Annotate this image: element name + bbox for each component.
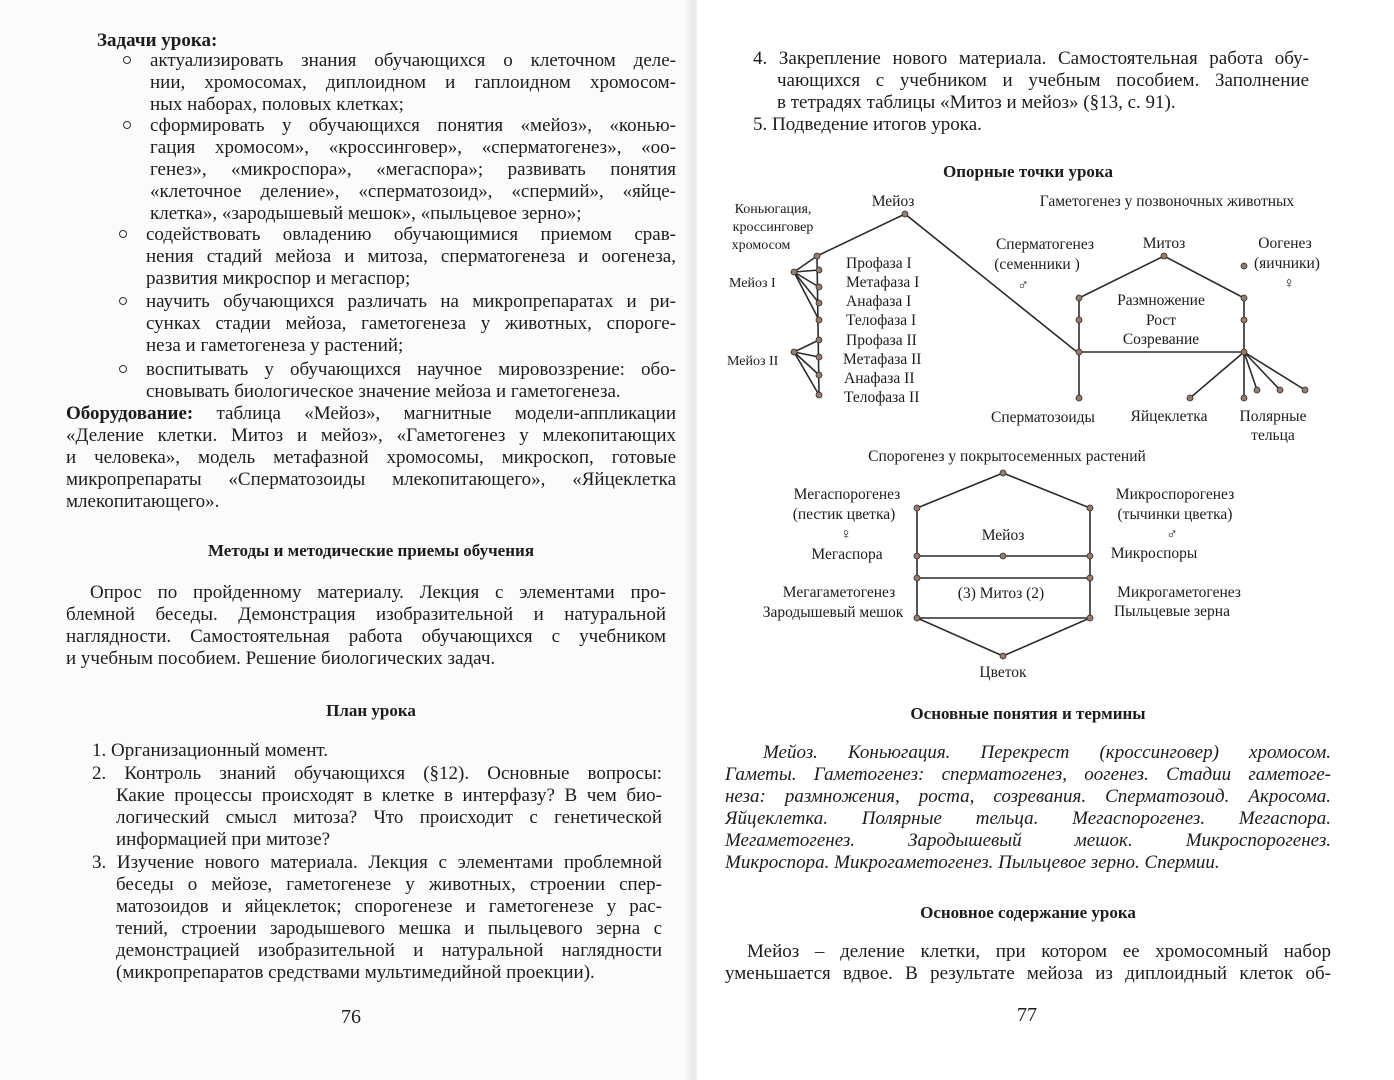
bullet-marker — [119, 365, 127, 373]
plan-item-1: 1. Организационный момент. — [92, 740, 328, 761]
meiosis-1-label: Мейоз I — [729, 276, 776, 291]
page-number: 76 — [341, 1006, 361, 1028]
female-symbol: ♀ — [1283, 275, 1295, 292]
oogenesis-label: Оогенез — [1258, 235, 1312, 252]
task-bullet-5: воспитывать у обучающихся научное мировоззрение: обо- сновывать биологическое значение мейоза и гаметогенеза. — [146, 359, 676, 402]
gametogenesis-title: Гаметогенез у позвоночных животных — [1039, 193, 1295, 210]
flower-label: Цветок — [979, 664, 1027, 681]
content-heading: Основное содержание урока — [920, 903, 1136, 922]
phase-label: Метафаза II — [843, 351, 922, 368]
page-number: 77 — [1017, 1004, 1037, 1026]
plan-heading: План урока — [326, 701, 416, 720]
plan-item-2: 2. Контроль знаний обучающихся (§12). Основные вопросы: Какие процессы происходят в клетке в интерфазу? В чем био- логический смысл митоза? Что происходит с генетической информацией при митозе? — [92, 763, 662, 850]
terms-paragraph: Мейоз. Коньюгация. Перекрест (кроссинговер) хромосом. Гаметы. Гаметогенез: сперматогенез, оогенез. Стадии гаметоге- неза: размножения, роста, созревания. Сперматозоид. Акросома. Яйцеклетка. Полярные тельца. Мегаспорогенез. Мегаспора. Мегаметогенез. Зародышевый мешок. Микроспорогенез. Микроспора. Микрогаметогенез. Пыльцевое зерно. Спермии. — [725, 742, 1331, 873]
plan-item-5: 5. Подведение итогов урока. — [753, 114, 982, 135]
phase-label: Метафаза I — [846, 274, 920, 291]
microgametogenesis-label: Микрогаметогенез — [1117, 584, 1241, 601]
task-bullet-3: содействовать овладению обучающимися приемом срав- нения стадий мейоза и митоза, сперматогенеза и оогенеза, развития микроспор и мегаспор; — [146, 224, 676, 289]
oogenesis-label: (яичники) — [1254, 255, 1320, 272]
male-symbol: ♂ — [1017, 277, 1029, 294]
content-paragraph: Мейоз – деление клетки, при котором ее хромосомный набор уменьшается вдвое. В результате мейоза из диплоидный клеток об- — [725, 941, 1331, 984]
conjugation-label: Коньюгация, — [734, 202, 812, 217]
bullet-marker — [123, 121, 131, 129]
phase-label: Телофаза II — [844, 389, 920, 406]
stage-label: Размножение — [1117, 292, 1205, 309]
task-bullet-4: научить обучающихся различать на микропрепаратах и ри- сунках стадии мейоза, гаметогенеза у животных, спороге- неза и гаметогенеза у растений; — [146, 291, 676, 356]
equipment-paragraph: Оборудование: таблица «Мейоз», магнитные модели-аппликации «Деление клетки. Митоз и мейоз», «Гаметогенез у млекопитающих и человека», модель метафазной хромосомы, микроскоп, готовые микропрепараты «Сперматозоиды млекопитающего», «Яйцеклетка млекопитающего». — [66, 403, 676, 512]
microspores-label: Микроспоры — [1110, 545, 1198, 562]
phase-label: Анафаза I — [846, 293, 912, 310]
plan-item-3: 3. Изучение нового материала. Лекция с элементами проблемной беседы о мейозе, гаметогенезе у животных, строении спер- матозоидов и яйцеклеток; спорогенезе и гаметогенезе у рас- тений, строении зародышевого мешка и пыльцевого зерна с демонстрацией изобразительной и натуральной наглядности (микропрепаратов средствами мультимедийной проекции). — [92, 852, 662, 983]
megasporogenesis-label: Мегаспорогенез — [793, 486, 901, 503]
meiosis-2-label: Мейоз II — [727, 354, 779, 369]
stage-label: Созревание — [1122, 331, 1200, 348]
microsporogenesis-label: Микроспорогенез — [1115, 486, 1235, 503]
meiosis-label: Мейоз — [981, 527, 1025, 544]
plan-item-4: 4. Закрепление нового материала. Самостоятельная работа обу- чающихся с учебником и учебным пособием. Заполнение в тетрадях таблицы «Митоз и мейоз» (§13, с. 91). — [753, 48, 1309, 113]
tasks-heading: Задачи урока: — [97, 30, 218, 51]
terms-heading: Основные понятия и термины — [910, 704, 1146, 723]
bullet-marker — [119, 230, 127, 238]
phase-label: Профаза I — [846, 255, 912, 272]
mitosis-label: Митоз — [1142, 235, 1186, 252]
methods-paragraph: Опрос по пройденному материалу. Лекция с элементами про- блемной беседы. Демонстрация изобразительной и натуральной наглядности. Самостоятельная работа обучающихся с учебником и учебным пособием. Решение биологических задач. — [66, 582, 666, 669]
male-symbol: ♂ — [1166, 526, 1178, 543]
right-page — [697, 0, 1394, 1080]
megaspore-label: Мегаспора — [811, 546, 883, 563]
sporogenesis-title: Спорогенез у покрытосеменных растений — [868, 448, 1146, 465]
phase-label: Профаза II — [846, 332, 917, 349]
phase-label: Анафаза II — [844, 370, 915, 387]
megasporogenesis-label: (пестик цветка) — [792, 506, 896, 523]
task-bullet-2: сформировать у обучающихся понятия «мейоз», «конью- гация хромосом», «кроссинговер», «сперматогенез», «оо- генез», «микроспора», «мегаспора»; развивать понятия «клеточное деление», «сперматозоид», «спермий», «яйце- клетка», «зародышевый мешок», «пыльцевое зерно»; — [150, 115, 676, 224]
phase-label: Телофаза I — [846, 312, 917, 329]
bullet-marker — [119, 297, 127, 305]
equipment-label: Оборудование: — [66, 403, 194, 424]
spermatogenesis-label: Сперматогенез — [995, 236, 1095, 253]
methods-heading: Методы и методические приемы обучения — [207, 541, 535, 560]
polar-bodies-label: Полярные — [1239, 408, 1307, 425]
pollen-label: Пыльцевые зерна — [1113, 603, 1231, 620]
sperm-label: Сперматозоиды — [991, 409, 1095, 426]
female-symbol: ♀ — [840, 526, 852, 543]
stage-label: Рост — [1145, 312, 1177, 329]
microsporogenesis-label: (тычинки цветка) — [1117, 506, 1233, 523]
megagametogenesis-label: Мегагаметогенез — [782, 584, 896, 601]
support-points-heading: Опорные точки урока — [943, 162, 1113, 181]
spermatogenesis-label: (семенники ) — [994, 256, 1080, 273]
mitosis-label: (3) Митоз (2) — [957, 585, 1045, 602]
task-bullet-1: актуализировать знания обучающихся о клеточном деле- нии, хромосомах, диплоидном и гаплоидном хромосом- ных наборах, половых клетках; — [150, 50, 676, 115]
polar-bodies-label: тельца — [1251, 427, 1295, 444]
meiosis-label: Мейоз — [871, 193, 915, 210]
bullet-marker — [123, 56, 131, 64]
embryo-sac-label: Зародышевый мешок — [762, 604, 904, 621]
egg-label: Яйцеклетка — [1130, 408, 1208, 425]
support-points-diagrams — [697, 0, 1394, 700]
conjugation-label: хромосом — [731, 238, 791, 253]
conjugation-label: кроссинговер — [732, 220, 814, 235]
